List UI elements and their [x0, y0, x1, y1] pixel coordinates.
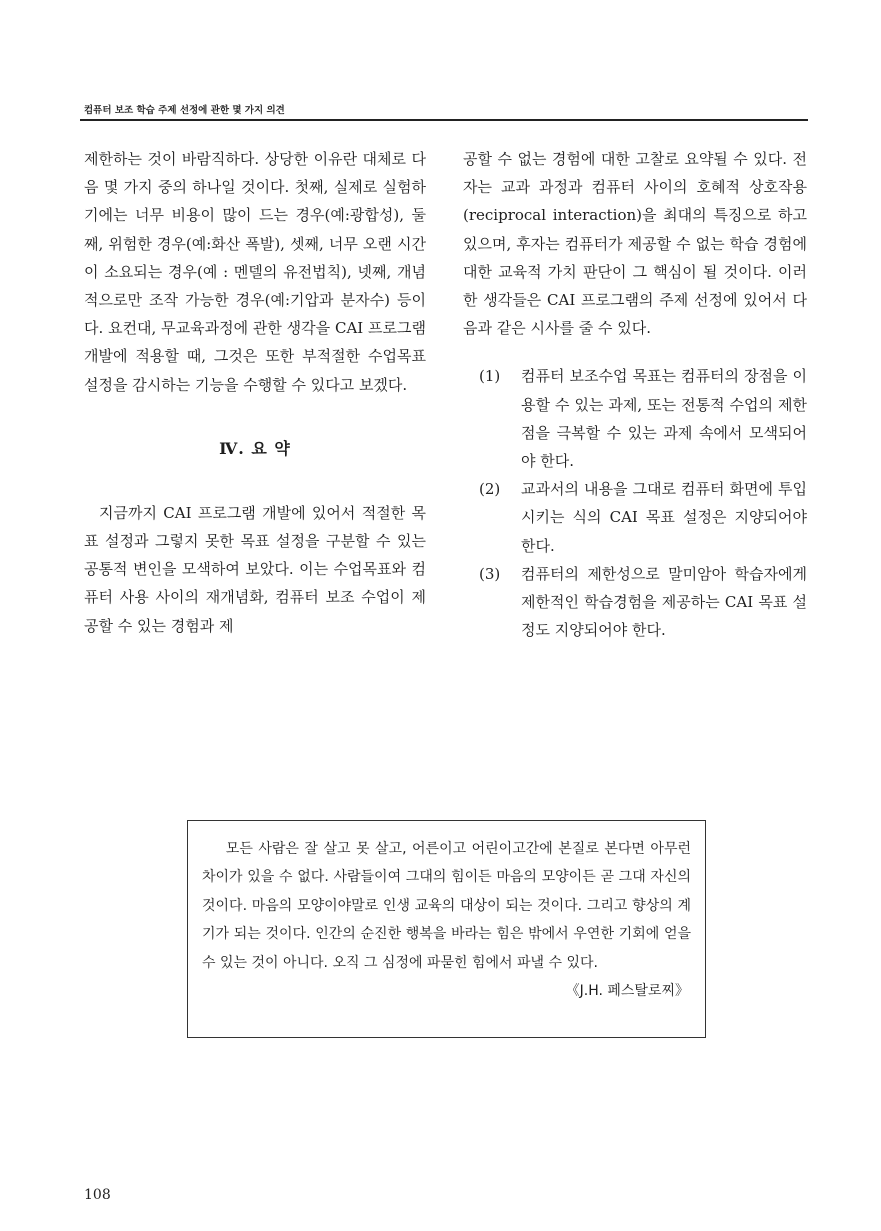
page-number: 108	[84, 1187, 111, 1203]
list-item	[463, 560, 807, 645]
running-header: 컴퓨터 보조 학습 주제 선정에 관한 몇 가지 의견	[84, 105, 285, 116]
left-paragraph-2: 지금까지 CAI 프로그램 개발에 있어서 적절한 목표 설정과 그렇지 못한 목표 설정을 구분할 수 있는 공통적 변인을 모색하여 보았다. 이는 수업목표와 컴퓨터 사용 사이의 재개념화, 컴퓨터 보조 수업이 제공할 수 있는 경험과 제	[84, 503, 426, 635]
right-column	[463, 145, 807, 644]
right-paragraph-1: 공할 수 없는 경험에 대한 고찰로 요약될 수 있다. 전자는 교과 과정과 컴퓨터 사이의 호혜적 상호작용(reciprocal interaction)을 최대의 특징으로 하고 있으며, 후자는 컴퓨터가 제공할 수 없는 학습 경험에 대한 교육적 가치 판단이 그 핵심이 될 것이다. 이러한 생각들은 CAI 프로그램의 주제 선정에 있어서 다음과 같은 시사를 줄 수 있다.	[463, 150, 807, 338]
header-rule	[80, 119, 808, 121]
left-paragraph-1: 제한하는 것이 바람직하다. 상당한 이유란 대체로 다음 몇 가지 중의 하나일 것이다. 첫째, 실제로 실험하기에는 너무 비용이 많이 드는 경우(예:광합성), 둘째, 위험한 경우(예:화산 폭발), 셋째, 너무 오랜 시간이 소요되는 경우(예 : 멘델의 유전법칙), 넷째, 개념적으로만 조작 가능한 경우(예:기압과 분자수) 등이다. 요컨대, 무교육과정에 관한 생각을 CAI 프로그램 개발에 적용할 때, 그것은 또한 부적절한 수업목표 설정을 감시하는 기능을 수행할 수 있다고 보겠다.	[84, 150, 426, 394]
implication-list	[463, 362, 807, 644]
list-item-text: 컴퓨터 보조수업 목표는 컴퓨터의 장점을 이용할 수 있는 과제, 또는 전통적 수업의 제한점을 극복할 수 있는 과제 속에서 모색되어야 한다.	[521, 367, 807, 471]
left-column	[84, 145, 426, 640]
list-item-number: (3)	[479, 564, 501, 583]
list-item	[463, 475, 807, 560]
section-title: Ⅳ. 요 약	[219, 438, 291, 458]
list-item-number: (2)	[479, 480, 501, 499]
quote-attribution: 《J.H. 페스탈로찌》	[565, 983, 689, 1000]
list-item-number: (1)	[479, 367, 501, 386]
quote-box	[187, 820, 706, 1038]
list-item-text: 교과서의 내용을 그대로 컴퓨터 화면에 투입시키는 식의 CAI 목표 설정은 지양되어야 한다.	[521, 480, 807, 555]
quote-text: 모든 사람은 잘 살고 못 살고, 어른이고 어린이고간에 본질로 본다면 아무런 차이가 있을 수 없다. 사람들이여 그대의 힘이든 마음의 모양이든 곧 그대 자신의 것이다. 마음의 모양이야말로 인생 교육의 대상이 되는 것이다. 그리고 향상의 계기가 되는 것이다. 인간의 순진한 행복을 바라는 힘은 밖에서 우연한 기회에 얻을 수 있는 것이 아니다. 오직 그 심정에 파묻힌 힘에서 파낼 수 있다.	[202, 841, 691, 971]
list-item	[463, 362, 807, 475]
list-item-text: 컴퓨터의 제한성으로 말미암아 학습자에게 제한적인 학습경험을 제공하는 CAI 목표 설정도 지양되어야 한다.	[521, 564, 807, 640]
